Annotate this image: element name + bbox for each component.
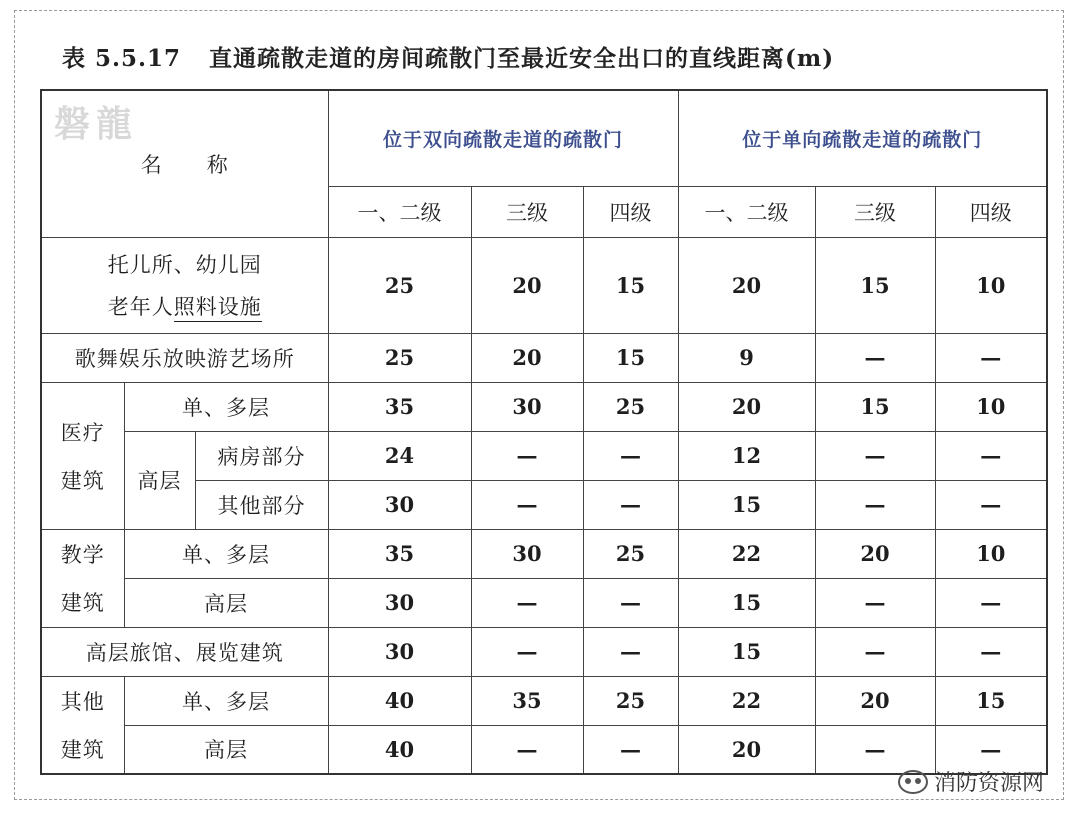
table-cell: 20	[815, 676, 935, 725]
table-cell: 10	[935, 237, 1047, 333]
row-label-line: 教学	[60, 543, 105, 567]
table-cell: 35	[471, 676, 583, 725]
table-row-other-low	[41, 676, 1047, 725]
row-sublabel-high: 高层	[124, 725, 328, 774]
header-level: 三级	[815, 186, 935, 237]
row-sublabel-high: 高层	[124, 578, 328, 627]
row-label-medical	[41, 382, 124, 529]
row-label-part: 老年人	[107, 295, 174, 319]
table-cell: 10	[935, 529, 1047, 578]
table-cell: —	[471, 578, 583, 627]
header-double-corridor: 位于双向疏散走道的疏散门	[328, 90, 678, 186]
table-row-other-high	[41, 725, 1047, 774]
table-cell: 15	[678, 578, 815, 627]
table-cell: —	[583, 627, 678, 676]
table-cell: 20	[471, 237, 583, 333]
table-cell: 15	[678, 627, 815, 676]
table-cell: —	[583, 725, 678, 774]
table-cell: —	[583, 431, 678, 480]
row-sublabel-other-part: 其他部分	[195, 480, 328, 529]
table-cell: 15	[678, 480, 815, 529]
table-cell: —	[815, 725, 935, 774]
table-cell: 20	[471, 333, 583, 382]
table-cell: —	[815, 627, 935, 676]
table-row-teaching-low	[41, 529, 1047, 578]
header-row-groups	[41, 90, 1047, 186]
table-cell: 30	[471, 529, 583, 578]
table-cell: 20	[815, 529, 935, 578]
row-label-line: 建筑	[60, 468, 105, 493]
row-sublabel-low-multi: 单、多层	[124, 676, 328, 725]
table-row-entertainment	[41, 333, 1047, 382]
brand-watermark	[898, 766, 1044, 797]
table-cell: 12	[678, 431, 815, 480]
row-label-line: 托儿所、幼儿园	[107, 253, 262, 277]
row-label-teaching	[41, 529, 124, 627]
table-cell: 35	[328, 382, 471, 431]
table-cell: —	[815, 578, 935, 627]
table-cell: 24	[328, 431, 471, 480]
table-cell: —	[583, 578, 678, 627]
table-cell: —	[935, 725, 1047, 774]
row-label-entertainment: 歌舞娱乐放映游艺场所	[41, 333, 328, 382]
table-cell: —	[935, 431, 1047, 480]
table-cell: 15	[815, 382, 935, 431]
table-cell: 20	[678, 237, 815, 333]
row-sublabel-high: 高层	[124, 431, 195, 529]
row-label-line: 建筑	[60, 737, 105, 762]
header-level: 一、二级	[678, 186, 815, 237]
header-level: 一、二级	[328, 186, 471, 237]
row-label-line: 医疗	[60, 420, 105, 445]
table-cell: 20	[678, 382, 815, 431]
table-cell: 15	[935, 676, 1047, 725]
header-level: 四级	[583, 186, 678, 237]
table-cell: 15	[815, 237, 935, 333]
table-cell: —	[935, 627, 1047, 676]
table-cell: 30	[328, 578, 471, 627]
table-cell: 25	[328, 237, 471, 333]
table-cell: —	[815, 431, 935, 480]
table-title	[62, 40, 1042, 73]
row-label-line	[42, 291, 328, 321]
table-cell: —	[935, 333, 1047, 382]
table-cell: —	[471, 627, 583, 676]
table-row-teaching-high	[41, 578, 1047, 627]
table-cell: —	[815, 333, 935, 382]
table-cell: 15	[583, 333, 678, 382]
row-sublabel-low-multi: 单、多层	[124, 382, 328, 431]
table-row-medical-ward	[41, 431, 1047, 480]
table-cell: —	[935, 578, 1047, 627]
table-cell: 40	[328, 676, 471, 725]
row-sublabel-ward: 病房部分	[195, 431, 328, 480]
header-name: 名 称	[140, 152, 229, 177]
row-label-hotel: 高层旅馆、展览建筑	[41, 627, 328, 676]
table-cell: —	[471, 480, 583, 529]
table-cell: —	[471, 431, 583, 480]
header-level: 四级	[935, 186, 1047, 237]
header-level: 三级	[471, 186, 583, 237]
table-cell: 25	[583, 529, 678, 578]
brand-text: 消防资源网	[933, 771, 1044, 796]
table-number: 表 5.5.17	[62, 45, 182, 72]
row-label-line: 建筑	[60, 591, 105, 615]
row-label-part-underlined: 照料设施	[174, 295, 262, 322]
table-cell: 30	[328, 480, 471, 529]
table-cell: 9	[678, 333, 815, 382]
table-cell: 40	[328, 725, 471, 774]
wechat-icon	[898, 770, 928, 794]
header-single-corridor: 位于单向疏散走道的疏散门	[678, 90, 1047, 186]
table-cell: —	[815, 480, 935, 529]
table-cell: —	[471, 725, 583, 774]
table-cell: —	[583, 480, 678, 529]
table-cell: 20	[678, 725, 815, 774]
table-cell: 25	[583, 676, 678, 725]
watermark: 磐龍	[54, 104, 139, 145]
table-row-nursery	[41, 237, 1047, 333]
row-label-line: 其他	[60, 689, 105, 714]
table-cell: 35	[328, 529, 471, 578]
table-cell: 30	[328, 627, 471, 676]
row-label-nursery	[41, 237, 328, 333]
row-label-other	[41, 676, 124, 774]
table-cell: 10	[935, 382, 1047, 431]
table-caption: 直通疏散走道的房间疏散门至最近安全出口的直线距离(m)	[209, 45, 835, 72]
row-sublabel-low-multi: 单、多层	[124, 529, 328, 578]
distance-table	[40, 89, 1048, 775]
table-cell: 30	[471, 382, 583, 431]
table-cell: 15	[583, 237, 678, 333]
table-cell: 22	[678, 676, 815, 725]
table-cell: 22	[678, 529, 815, 578]
table-row-hotel	[41, 627, 1047, 676]
table-cell: 25	[328, 333, 471, 382]
table-cell: 25	[583, 382, 678, 431]
table-cell: —	[935, 480, 1047, 529]
table-row-medical-low	[41, 382, 1047, 431]
